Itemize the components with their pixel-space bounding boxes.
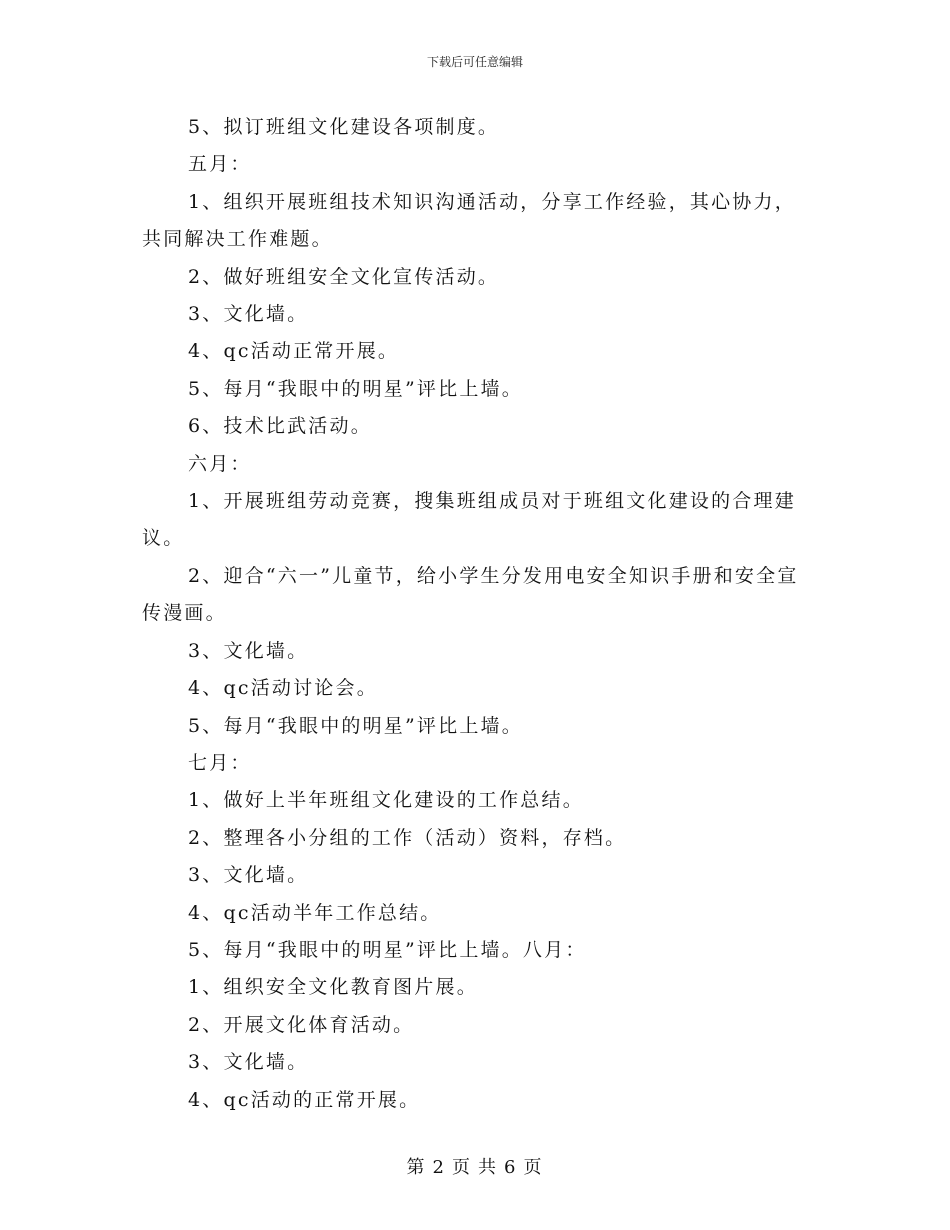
section-heading: 六月：	[188, 452, 252, 475]
paragraph: 3、文化墙。	[188, 303, 309, 326]
paragraph: 2、开展文化体育活动。	[188, 1013, 415, 1036]
section-heading: 五月：	[188, 153, 252, 176]
section-heading: 七月：	[188, 751, 252, 774]
paragraph: 5、每月“我眼中的明星”评比上墙。	[188, 714, 523, 737]
paragraph: 4、qc活动讨论会。	[188, 677, 378, 700]
footer-page-word: 页	[452, 1157, 472, 1178]
page-number-footer	[0, 1153, 950, 1179]
footer-suffix: 页	[523, 1157, 544, 1178]
paragraph: 2、做好班组安全文化宣传活动。	[188, 265, 500, 288]
paragraph: 5、每月“我眼中的明星”评比上墙。	[188, 377, 523, 400]
paragraph: 3、文化墙。	[188, 1051, 309, 1074]
total-pages-number: 6	[504, 1157, 518, 1178]
page-header: 下载后可任意编辑	[426, 55, 523, 69]
paragraph: 1、组织安全文化教育图片展。	[188, 976, 478, 999]
paragraph: 4、qc活动半年工作总结。	[188, 901, 442, 924]
paragraph: 6、技术比武活动。	[188, 415, 372, 438]
paragraph: 1、组织开展班组技术知识沟通活动，分享工作经验，其心协力，共同解决工作难题。	[142, 190, 796, 251]
paragraph: 3、文化墙。	[188, 864, 309, 887]
paragraph: 1、开展班组劳动竞赛，搜集班组成员对于班组文化建设的合理建议。	[142, 490, 796, 550]
footer-prefix: 第	[406, 1157, 427, 1178]
paragraph: 1、做好上半年班组文化建设的工作总结。	[188, 789, 584, 812]
paragraph: 4、qc活动的正常开展。	[188, 1088, 421, 1111]
paragraph: 5、拟订班组文化建设各项制度。	[188, 116, 500, 138]
paragraph: 2、迎合“六一”儿童节，给小学生分发用电安全知识手册和安全宣传漫画。	[142, 564, 799, 625]
footer-total-prefix: 共	[478, 1157, 498, 1178]
current-page-number: 2	[432, 1157, 446, 1178]
paragraph: 4、qc活动正常开展。	[188, 340, 400, 363]
paragraph: 3、文化墙。	[188, 639, 309, 662]
paragraph: 2、整理各小分组的工作（活动）资料，存档。	[188, 826, 627, 849]
paragraph: 5、每月“我眼中的明星”评比上墙。八月：	[188, 938, 587, 961]
document-body	[142, 109, 814, 1119]
